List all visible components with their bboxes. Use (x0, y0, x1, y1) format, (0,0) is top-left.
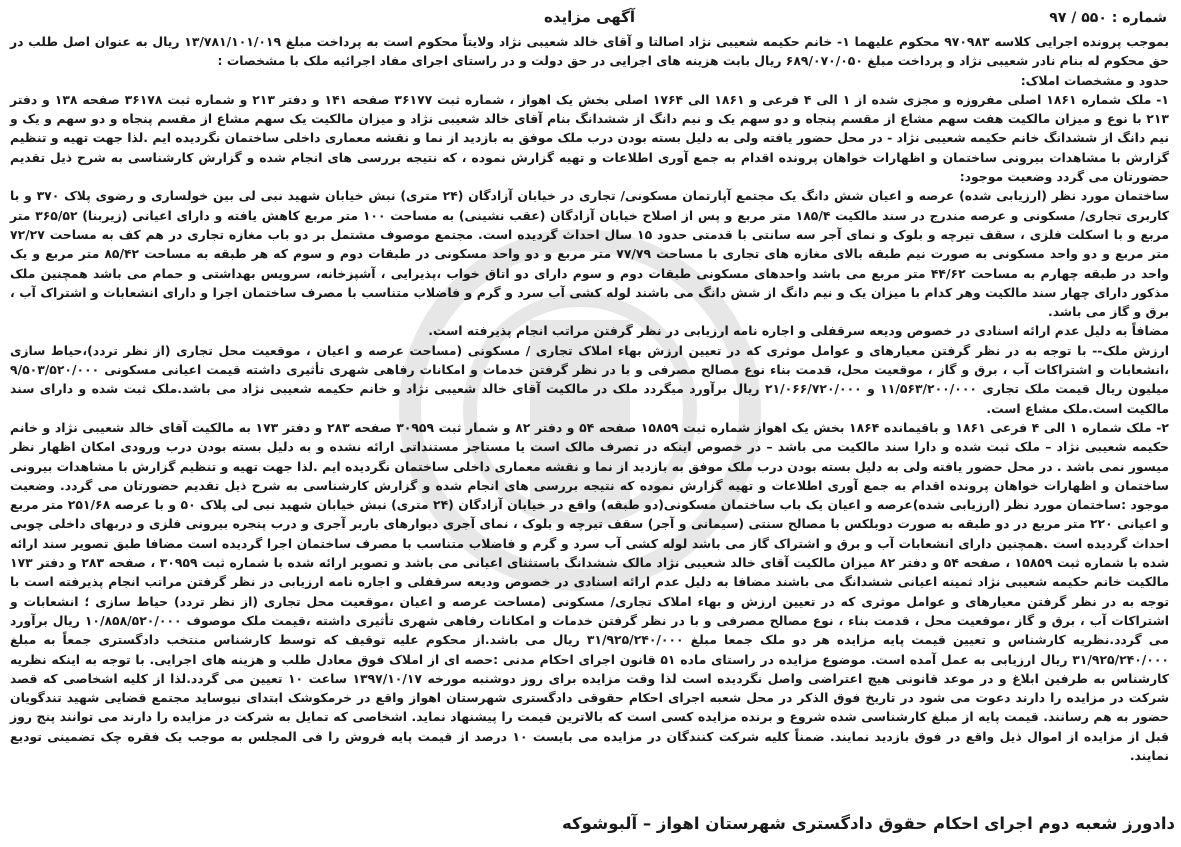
properties-heading: حدود و مشخصات املاک: (1020, 72, 1169, 88)
signature-line: دادورز شعبه دوم اجرای احکام حقوق دادگستری شهرستان اهواز – آلبوشوکه (562, 814, 1175, 833)
ad-number: شماره : ۵۵۰ / ۹۷ (1049, 10, 1167, 26)
property-1-valuation-paragraph: ارزش ملک-- با توجه به در نظر گرفتن معیارهای و عوامل موثری که در تعیین ارزش بهاء املاک تجاری / مسکونی (مساحت عرصه و اعیان ، موقعیت محل تجاری (از نظر تردد)،حیاط سازی ،انشعابات و اشتراکات آب ، برق و گاز ، موقعیت محل، قدمت بناء نوع مصالح مصرفی و با در نظر گرفتن خدمات و امکانات رفاهی شهری تأثیری داشته قیمت اعیانی مسکونی ۹/۵۰۳/۵۲۰/۰۰۰ میلیون ریال قیمت ملک تجاری ۱۱/۵۶۳/۲۰۰/۰۰۰ و ۲۱/۰۶۶/۷۲۰/۰۰۰ ریال برآورد میگردد ملک در مالکیت آقای خالد شعیبی نژاد و خانم حکیمه شعیبی نژاد می باشد.ملک ثبت شده و دارای سند مالکیت است.ملک مشاع است. (10, 342, 1169, 416)
intro-paragraph: بموجب پرونده اجرایی کلاسه ۹۷۰۹۸۳ محکوم علیهما ۱- خانم حکیمه شعیبی نژاد اصالتا و آقای خالد شعیبی نژاد ولایتاً محکوم است به پرداخت مبلغ ۱۳/۷۸۱/۱۰۱/۰۱۹ ریال به عنوان اصل طلب در حق محکوم له بنام نادر شعیبی نژاد و پرداخت مبلغ ۶۸۹/۰۷۰/۰۵۰ ریال بابت هزینه های اجرایی در حق دولت و در راستای اجرای مفاد اجرائیه ملک با مشخصات : (10, 34, 1169, 69)
note-paragraph: مضافاً به دلیل عدم ارائه اسنادی در خصوص ودیعه سرقفلی و اجاره نامه ارزیابی در نظر گرفتن مراتب انجام پذیرفته است. (428, 323, 1169, 339)
property-2-paragraph: ۲- ملک شماره ۱ الی ۴ فرعی ۱۸۶۱ و باقیمانده ۱۸۶۴ بخش یک اهواز شماره ثبت ۱۵۸۵۹ صفحه ۵۴ و دفتر ۸۲ و شمار ثبت ۳۰۹۵۹ صفحه ۲۸۳ و دفتر ۱۷۳ به مالکیت آقای خالد شعیبی نژاد و خانم حکیمه شعیبی نژاد – ملک ثبت شده و دارا سند مالکیت می باشد – در خصوص اینکه در تصرف مالک است یا مستاجر مستنداتی ارائه نشده و به دلیل بسته بودن درب ورودی امکان اظهار نظر میسور نمی باشد . در محل حضور یافته ولی به دلیل بسته بودن درب ملک موفق به بازدید از نما و نقشه معماری داخلی ساختمان نگردیده ایم .لذا جهت تهیه و تنظیم گزارش با مشاهدات بیرونی ساختمان و اظهارات خواهان پرونده اقدام به جمع آوری اطلاعات و تهیه گزارش نموده که نتیجه بررسی های انجام شده و گزارش کارشناسی به شرح ذیل تقدیم حضورتان می گردد. وضعیت موجود :ساختمان مورد نظر (ارزیابی شده)عرصه و اعیان یک باب ساختمان مسکونی(دو طبقه) واقع در خیابان آزادگان (۲۴ متری) نبش خیابان شهید نبی لی پلاک ۵۰ و با عرصه ۲۵۱/۶۸ متر مربع و اعیانی ۲۲۰ متر مربع در دو طبقه به صورت دوبلکس با مصالح سنتی (سیمانی و آجر) سقف تیرچه و بلوک ، نمای آجری دیوارهای باربر آجری و درب پنجره بیرونی فلزی و دربهای داخلی چوبی احداث گردیده است .همچنین دارای انشعابات آب و برق و اشتراک گاز می باشد لوله کشی آب سرد و گرم و فاضلاب متناسب با مصرف ساختمان اجرا گردیده است مضافا طبق تصویر سند ارائه شده با شماره ثبت ۱۵۸۵۹ ، صفحه ۵۴ و دفتر ۸۲ میزان مالکیت آقای خالد شعیبی نژاد مالک ششدانگ باستثنای اعیانی می باشد و تصویر ارائه شده با شماره ثبت ۳۰۹۵۹ ، صفحه ۲۸۳ و دفتر ۱۷۳ مالکیت خانم حکیمه شعیبی نژاد ثمینه اعیانی ششدانگ می باشند مضافا به دلیل عدم ارائه اسنادی در خصوص ودیعه سرقفلی و اجاره نامه ارزیابی در نظر گرفتن مراتب انجام پذیرفته است با توجه به در نظر گرفتن معیارهای و عوامل موثری که در تعیین ارزش و بهاء املاک تجاری/ مسکونی (مساحت عرصه و اعیان ،موقعیت محل تجاری (از نظر تردد) حیاط سازی ؛ انشعابات و اشتراکات آب ، برق و گاز ،موقعیت محل ، قدمت بناء ، نوع مصالح مصرفی و با در نظر گرفتن خدمات و امکانات رفاهی شهری تأثیری داشته ،قیمت ملک موصوف ۱۰/۸۵۸/۵۲۰/۰۰۰ ریال برآورد می گردد.نظریه کارشناس و تعیین قیمت پایه مزایده هر دو ملک جمعا مبلغ ۳۱/۹۲۵/۲۴۰/۰۰۰ ریال می باشد.از محکوم علیه توقیف که توسط کارشناس منتخب دادگستری جمعاً به مبلغ ۳۱/۹۲۵/۲۴۰/۰۰۰ ریال ارزیابی به عمل آمده است. موضوع مزایده در راستای ماده ۵۱ قانون اجرای احکام مدنی :حصه ای از املاک فوق معادل طلب و هزینه های اجرایی. با توجه به اینکه نظریه کارشناس به طرفین ابلاغ و در موعد قانونی هیچ اعتراضی واصل نگردیده است لذا وقت مزایده برای روز دوشنبه مورخه ۱۳۹۷/۱۰/۱۷ ساعت ۱۰ تعیین می گردد.لذا از کلیه اشخاصی که قصد شرکت در مزایده را دارند دعوت می شود در تاریخ فوق الذکر در محل شعبه اجرای احکام حقوقی دادگستری شهرستان اهواز واقع در خرمکوشک ابتدای نیوساید مجتمع قضایی شهید تندگویان حضور به هم رسانند. قیمت پایه از مبلغ کارشناسی شده شروع و برنده مزایده کسی است که بالاترین قیمت را پیشنهاد نماید. اشخاصی که تمایل به شرکت در مزایده را دارند می توانند پنج روز قبل از مزایده از اموال ذیل واقع در فوق بازدید نمایند. ضمناً کلیه شرکت کنندگان در مزایده می بایست ۱۰ درصد از قیمت پایه فروش را فی المجلس به موجب یک فقره چک تضمینی تودیع نمایند. (10, 419, 1170, 763)
ad-title: آگهی مزایده (543, 8, 636, 26)
header-row (10, 8, 1169, 32)
notice-body (10, 32, 1169, 765)
property-1-building-paragraph: ساختمان مورد نظر (ارزیابی شده) عرصه و اعیان شش دانگ یک مجتمع آپارتمان مسکونی/ تجاری در خیابان آزادگان (۲۴ متری) نبش خیابان شهید نبی لی بین خولساری و رضوی پلاک ۳۷۰ و با کاربری تجاری/ مسکونی و عرصه مندرج در سند مالکیت ۱۸۵/۴ متر مربع و پس از اصلاح خیابان آزادگان (عقب نشینی) به مساحت ۱۰۰ متر مربع کاهش یافته و دارای اعیانی (زیربنا) ۳۶۵/۵۲ متر مربع و با اسکلت فلزی ، سقف تیرچه و بلوک و نمای آجر سه سانتی با قدمتی حدود ۱۵ سال احداث گردیده است. مجتمع موصوف مشتمل بر دو باب مغازه تجاری در هم کف به مساحت ۷۲/۲۷ متر مربع و دو واحد مسکونی به صورت نیم طبقه بالای مغازه های تجاری با مساحت ۷۷/۷۹ متر مربع و دو واحد مسکونی در طبقات دوم و سوم که هر طبقه به مساحت ۸۵/۴۲ متر مربع و یک واحد در طبقه چهارم به مساحت ۴۴/۶۲ متر مربع می باشد واحدهای مسکونی طبقات دوم و سوم دارای دو اتاق خواب ،پذیرایی ، آشپزخانه، سرویس بهداشتی و حمام می باشد همچنین ملک مذکور دارای چهار سند مالکیت وهر کدام با میزان یک و نیم دانگ از شش دانگ می باشند لوله کشی آب سرد و گرم و فاضلاب متناسب با مصرف ساختمان اجرا و دارای انشعابات و اشتراک آب ، برق و گاز می باشد. (10, 188, 1170, 320)
property-1-paragraph: ۱- ملک شماره ۱۸۶۱ اصلی مفروزه و مجزی شده از ۱ الی ۴ فرعی و ۱۸۶۱ الی ۱۷۶۴ اصلی بخش یک اهواز ، شماره ثبت ۳۶۱۷۷ صفحه ۱۴۱ و دفتر ۲۱۳ و شماره ثبت ۳۶۱۷۸ صفحه ۱۳۸ و دفتر ۲۱۳ با نوع و میزان مالکیت هفت سهم مشاع از مقسم پنجاه و دو سهم یک و نیم دانگ از ششدانگ بنام آقای خالد شعیبی نژاد و میزان مالکیت یک سهم مشاع از مقسم پنجاه و دو سهم و یک و نیم دانگ از ششدانگ خانم حکیمه شعیبی نژاد - در محل حضور یافته ولی به دلیل بسته بودن درب ملک موفق به بازدید از نما و نقشه معماری داخلی ساختمان نگردیده ایم .لذا جهت تهیه و تنظیم گزارش با مشاهدات بیرونی ساختمان و اظهارات خواهان پرونده اقدام به جمع آوری اطلاعات و تهیه گزارش نموده ، که نتیجه بررسی های انجام شده و گزارش کارشناسی به شرح ذیل تقدیم حضورتان می گردد وضعیت موجود: (10, 91, 1169, 185)
